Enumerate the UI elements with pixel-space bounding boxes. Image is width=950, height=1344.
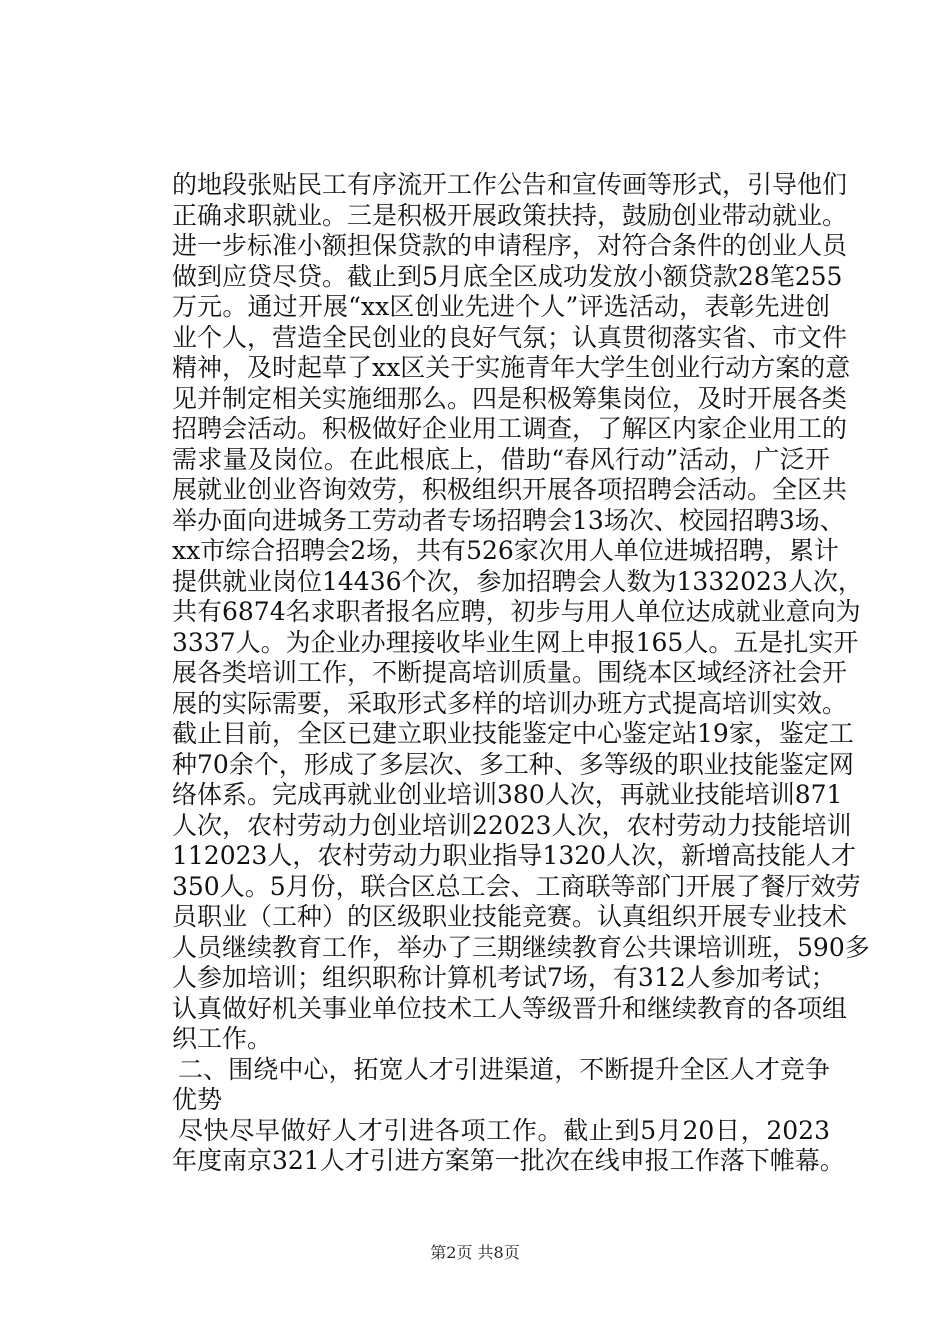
text-line: 举办面向进城务工劳动者专场招聘会13场次、校园招聘3场、 [172, 505, 845, 535]
text-line: 共有6874名求职者报名应聘，初步与用人单位达成就业意向为 [172, 597, 861, 626]
text-line: 络体系。完成再就业创业培训380人次，再就业技能培训871 [172, 780, 843, 809]
text-line: 见并制定相关实施细那么。四是积极筹集岗位，及时开展各类 [172, 383, 848, 413]
section-heading: 二、围绕中心，拓宽人才引进渠道，不断提升全区人才竞争 [178, 1054, 830, 1084]
text-line: 3337人。为企业办理接收毕业生网上申报165人。五是扎实开 [172, 627, 859, 657]
text-line: 认真做好机关事业单位技术工人等级晋升和继续教育的各项组 [172, 993, 848, 1023]
text-line: 正确求职就业。三是积极开展政策扶持，鼓励创业带动就业。 [172, 200, 848, 230]
text-line: 招聘会活动。积极做好企业用工调查，了解区内家企业用工的 [172, 414, 848, 443]
text-line: 精神，及时起草了xx区关于实施青年大学生创业行动方案的意 [172, 353, 851, 382]
document-body [172, 170, 870, 1177]
text-line: xx市综合招聘会2场，共有526家次用人单位进城招聘，累计 [172, 536, 839, 565]
text-line: 人参加培训；组织职称计算机考试7场，有312人参加考试； [172, 963, 836, 992]
text-line: 做到应贷尽贷。截止到5月底全区成功发放小额贷款28笔255 [172, 261, 843, 291]
text-line: 112023人，农村劳动力职业指导1320人次，新增高技能人才 [172, 841, 857, 870]
page-footer: 第2页 共8页 [430, 1243, 520, 1262]
text-line: 织工作。 [172, 1024, 273, 1053]
text-line: 350人。5月份，联合区总工会、工商联等部门开展了餐厅效劳 [172, 871, 861, 901]
text-line: 截止目前，全区已建立职业技能鉴定中心鉴定站19家，鉴定工 [172, 719, 854, 748]
text-line: 员职业（工种）的区级职业技能竞赛。认真组织开展专业技术 [172, 902, 848, 931]
text-line: 的地段张贴民工有序流开工作公告和宣传画等形式，引导他们 [172, 170, 848, 199]
text-line: 业个人，营造全民创业的良好气氛；认真贯彻落实省、市文件 [172, 322, 848, 352]
text-line: 年度南京321人才引进方案第一批次在线申报工作落下帷幕。 [172, 1146, 845, 1175]
text-line: 优势 [172, 1085, 223, 1114]
text-line: 万元。通过开展“xx区创业先进个人”评选活动，表彰先进创 [172, 292, 830, 321]
text-line: 需求量及岗位。在此根底上，借助“春风行动”活动，广泛开 [172, 444, 830, 474]
text-line: 展的实际需要，采取形式多样的培训办班方式提高培训实效。 [172, 688, 848, 718]
text-line: 进一步标准小额担保贷款的申请程序，对符合条件的创业人员 [172, 231, 848, 260]
text-line: 展就业创业咨询效劳，积极组织开展各项招聘会活动。全区共 [172, 475, 848, 504]
text-line: 提供就业岗位14436个次，参加招聘会人数为1332023人次， [172, 566, 863, 596]
text-line: 种70余个，形成了多层次、多工种、多等级的职业技能鉴定网 [172, 749, 854, 779]
text-line: 人次，农村劳动力创业培训22023人次，农村劳动力技能培训 [172, 810, 852, 840]
text-line: 展各类培训工作，不断提高培训质量。围绕本区域经济社会开 [172, 658, 848, 687]
text-line: 人员继续教育工作，举办了三期继续教育公共课培训班，590多 [172, 932, 870, 962]
text-line: 尽快尽早做好人才引进各项工作。截止到5月20日，2023 [178, 1115, 830, 1145]
